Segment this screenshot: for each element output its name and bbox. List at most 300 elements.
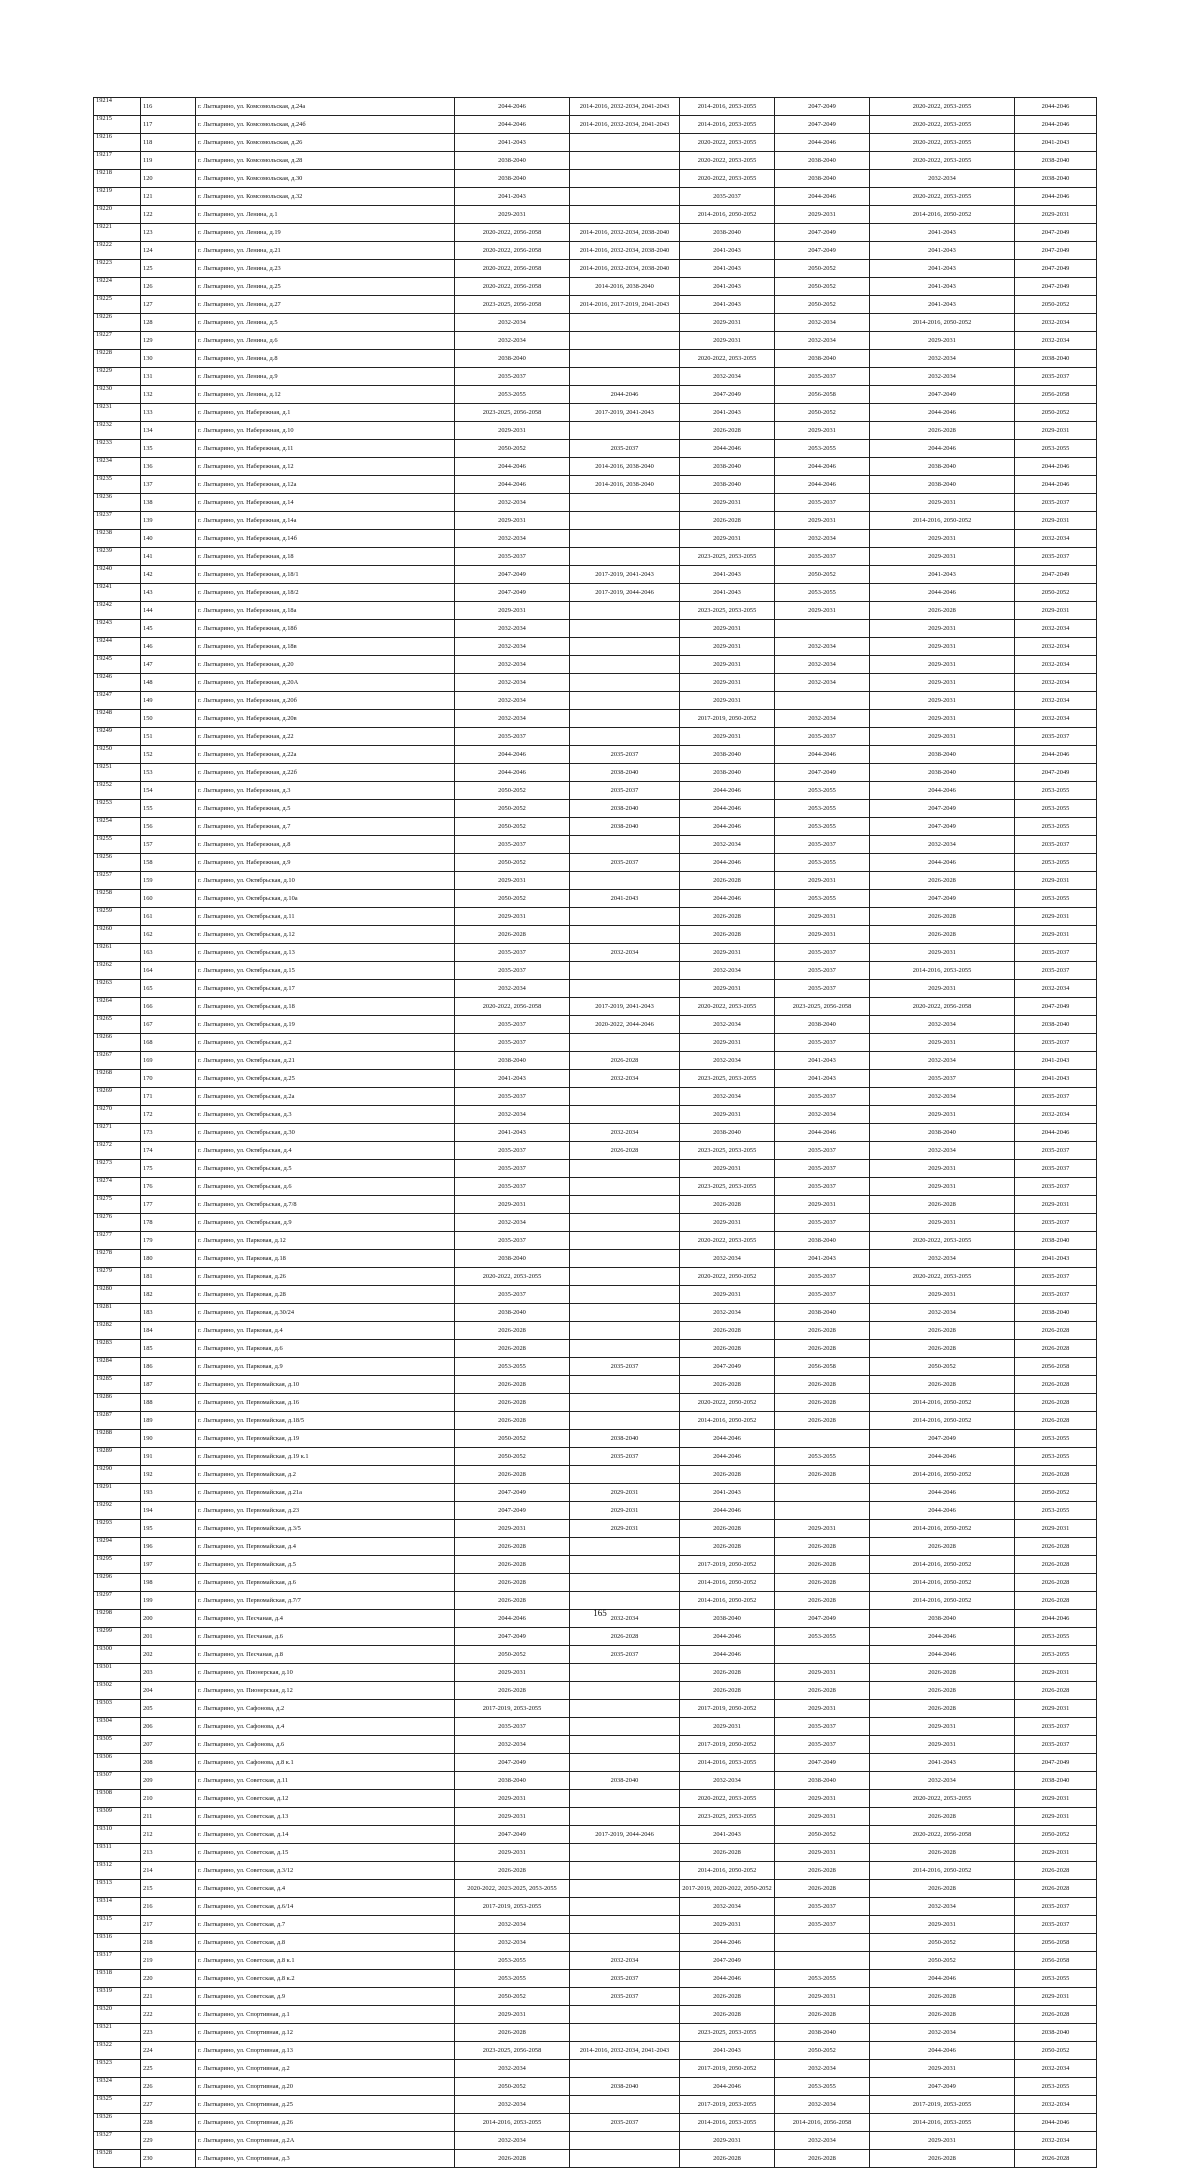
period-cell-6: 2053-2055: [1015, 2078, 1097, 2096]
table-row: [94, 962, 1097, 980]
address-cell: г. Лыткарино, ул. Советская, д.7: [196, 1916, 455, 1934]
period-cell-5: 2032-2034: [870, 1772, 1015, 1790]
address-cell: г. Лыткарино, ул. Советская, д.8 к.2: [196, 1970, 455, 1988]
period-cell-6: 2053-2055: [1015, 782, 1097, 800]
period-cell-5: 2047-2049: [870, 2078, 1015, 2096]
period-cell-6: 2032-2034: [1015, 710, 1097, 728]
period-cell-3: 2014-2016, 2053-2055: [680, 116, 775, 134]
period-cell-5: 2026-2028: [870, 1844, 1015, 1862]
period-cell-6: 2032-2034: [1015, 2060, 1097, 2078]
period-cell-4: 2053-2055: [775, 782, 870, 800]
record-id-cell: 19228: [94, 350, 141, 368]
table-row: [94, 1898, 1097, 1916]
table-row: [94, 2060, 1097, 2078]
period-cell-6: 2035-2037: [1015, 1160, 1097, 1178]
period-cell-1: 2020-2022, 2053-2055: [455, 1268, 570, 1286]
record-id-cell: 19214: [94, 98, 141, 116]
period-cell-4: [775, 1952, 870, 1970]
record-id-cell: 19251: [94, 764, 141, 782]
table-row: [94, 1196, 1097, 1214]
table-row: [94, 1628, 1097, 1646]
table-row: [94, 1952, 1097, 1970]
period-cell-3: 2017-2019, 2050-2052: [680, 710, 775, 728]
period-cell-3: 2023-2025, 2053-2055: [680, 1178, 775, 1196]
row-number-cell: 160: [141, 890, 196, 908]
address-cell: г. Лыткарино, ул. Советская, д.14: [196, 1826, 455, 1844]
period-cell-3: 2044-2046: [680, 1970, 775, 1988]
record-id-cell: 19313: [94, 1880, 141, 1898]
table-row: [94, 1880, 1097, 1898]
record-id-cell: 19257: [94, 872, 141, 890]
address-cell: г. Лыткарино, ул. Комсомольская, д.30: [196, 170, 455, 188]
period-cell-3: 2044-2046: [680, 1448, 775, 1466]
period-cell-5: 2044-2046: [870, 1628, 1015, 1646]
period-cell-3: 2032-2034: [680, 1052, 775, 1070]
table-row: [94, 818, 1097, 836]
row-number-cell: 195: [141, 1520, 196, 1538]
period-cell-5: 2026-2028: [870, 1682, 1015, 1700]
period-cell-6: 2053-2055: [1015, 818, 1097, 836]
address-cell: г. Лыткарино, ул. Набережная, д.18а: [196, 602, 455, 620]
period-cell-1: 2050-2052: [455, 890, 570, 908]
period-cell-4: [775, 620, 870, 638]
table-row: [94, 350, 1097, 368]
period-cell-5: 2047-2049: [870, 890, 1015, 908]
period-cell-1: 2029-2031: [455, 872, 570, 890]
table-row: [94, 1286, 1097, 1304]
row-number-cell: 229: [141, 2132, 196, 2150]
period-cell-6: 2035-2037: [1015, 494, 1097, 512]
period-cell-3: 2023-2025, 2053-2055: [680, 548, 775, 566]
period-cell-2: [570, 422, 680, 440]
period-cell-1: 2032-2034: [455, 620, 570, 638]
period-cell-2: [570, 1844, 680, 1862]
period-cell-1: 2032-2034: [455, 638, 570, 656]
period-cell-6: 2029-2031: [1015, 1700, 1097, 1718]
period-cell-4: 2035-2037: [775, 728, 870, 746]
period-cell-2: [570, 1808, 680, 1826]
row-number-cell: 219: [141, 1952, 196, 1970]
address-cell: г. Лыткарино, ул. Набережная, д.18б: [196, 620, 455, 638]
address-cell: г. Лыткарино, ул. Пионерская, д.10: [196, 1664, 455, 1682]
address-cell: г. Лыткарино, ул. Октябрьская, д.25: [196, 1070, 455, 1088]
period-cell-3: 2026-2028: [680, 2006, 775, 2024]
table-row: [94, 278, 1097, 296]
period-cell-4: 2029-2031: [775, 512, 870, 530]
period-cell-5: 2044-2046: [870, 1502, 1015, 1520]
period-cell-4: 2035-2037: [775, 1178, 870, 1196]
record-id-cell: 19219: [94, 188, 141, 206]
period-cell-2: [570, 1214, 680, 1232]
row-number-cell: 170: [141, 1070, 196, 1088]
period-cell-6: 2026-2028: [1015, 2006, 1097, 2024]
period-cell-4: 2035-2037: [775, 980, 870, 998]
record-id-cell: 19324: [94, 2078, 141, 2096]
period-cell-3: 2041-2043: [680, 260, 775, 278]
period-cell-6: 2047-2049: [1015, 278, 1097, 296]
period-cell-3: 2038-2040: [680, 458, 775, 476]
period-cell-2: 2035-2037: [570, 854, 680, 872]
period-cell-2: [570, 710, 680, 728]
period-cell-4: 2035-2037: [775, 1088, 870, 1106]
record-id-cell: 19248: [94, 710, 141, 728]
period-cell-4: 2041-2043: [775, 1070, 870, 1088]
period-cell-2: 2014-2016, 2038-2040: [570, 458, 680, 476]
period-cell-2: 2014-2016, 2038-2040: [570, 476, 680, 494]
row-number-cell: 155: [141, 800, 196, 818]
record-id-cell: 19275: [94, 1196, 141, 1214]
period-cell-1: 2035-2037: [455, 836, 570, 854]
table-row: [94, 512, 1097, 530]
period-cell-4: 2026-2028: [775, 2006, 870, 2024]
period-cell-2: [570, 692, 680, 710]
page-number: 165: [593, 1608, 607, 1618]
address-cell: г. Лыткарино, ул. Первомайская, д.19: [196, 1430, 455, 1448]
row-number-cell: 226: [141, 2078, 196, 2096]
period-cell-4: 2035-2037: [775, 1286, 870, 1304]
row-number-cell: 182: [141, 1286, 196, 1304]
address-cell: г. Лыткарино, ул. Парковая, д.28: [196, 1286, 455, 1304]
period-cell-4: 2026-2028: [775, 1376, 870, 1394]
record-id-cell: 19239: [94, 548, 141, 566]
period-cell-6: 2032-2034: [1015, 674, 1097, 692]
period-cell-4: 2056-2058: [775, 386, 870, 404]
row-number-cell: 228: [141, 2114, 196, 2132]
period-cell-5: 2044-2046: [870, 1448, 1015, 1466]
period-cell-1: 2035-2037: [455, 1160, 570, 1178]
period-cell-2: [570, 1754, 680, 1772]
period-cell-6: 2053-2055: [1015, 1430, 1097, 1448]
period-cell-5: 2020-2022, 2053-2055: [870, 1268, 1015, 1286]
period-cell-3: 2029-2031: [680, 692, 775, 710]
period-cell-4: 2053-2055: [775, 440, 870, 458]
period-cell-2: [570, 170, 680, 188]
period-cell-2: [570, 314, 680, 332]
period-cell-2: [570, 908, 680, 926]
record-id-cell: 19318: [94, 1970, 141, 1988]
row-number-cell: 154: [141, 782, 196, 800]
table-row: [94, 1430, 1097, 1448]
period-cell-4: 2026-2028: [775, 1862, 870, 1880]
period-cell-2: [570, 1340, 680, 1358]
table-row: [94, 710, 1097, 728]
row-number-cell: 176: [141, 1178, 196, 1196]
period-cell-4: 2047-2049: [775, 98, 870, 116]
period-cell-1: 2053-2055: [455, 1358, 570, 1376]
period-cell-4: 2026-2028: [775, 1322, 870, 1340]
row-number-cell: 174: [141, 1142, 196, 1160]
record-id-cell: 19268: [94, 1070, 141, 1088]
row-number-cell: 126: [141, 278, 196, 296]
table-row: [94, 1502, 1097, 1520]
record-id-cell: 19246: [94, 674, 141, 692]
period-cell-5: 2020-2022, 2053-2055: [870, 1790, 1015, 1808]
period-cell-4: 2053-2055: [775, 1448, 870, 1466]
table-row: [94, 764, 1097, 782]
period-cell-3: 2014-2016, 2050-2052: [680, 1574, 775, 1592]
row-number-cell: 180: [141, 1250, 196, 1268]
address-cell: г. Лыткарино, ул. Сафонова, д.6: [196, 1736, 455, 1754]
period-cell-5: 2020-2022, 2053-2055: [870, 152, 1015, 170]
period-cell-2: 2035-2037: [570, 2114, 680, 2132]
period-cell-3: 2014-2016, 2050-2052: [680, 1592, 775, 1610]
period-cell-3: 2020-2022, 2050-2052: [680, 1394, 775, 1412]
period-cell-3: 2041-2043: [680, 2042, 775, 2060]
record-id-cell: 19218: [94, 170, 141, 188]
period-cell-2: 2032-2034: [570, 1610, 680, 1628]
period-cell-2: 2029-2031: [570, 1520, 680, 1538]
record-id-cell: 19308: [94, 1790, 141, 1808]
period-cell-1: 2029-2031: [455, 908, 570, 926]
row-number-cell: 203: [141, 1664, 196, 1682]
period-cell-4: 2053-2055: [775, 818, 870, 836]
row-number-cell: 161: [141, 908, 196, 926]
address-cell: г. Лыткарино, ул. Комсомольская, д.26: [196, 134, 455, 152]
address-cell: г. Лыткарино, ул. Первомайская, д.7/7: [196, 1592, 455, 1610]
period-cell-3: 2014-2016, 2050-2052: [680, 206, 775, 224]
period-cell-1: 2050-2052: [455, 800, 570, 818]
address-cell: г. Лыткарино, ул. Набережная, д.20в: [196, 710, 455, 728]
period-cell-3: 2044-2046: [680, 2078, 775, 2096]
row-number-cell: 167: [141, 1016, 196, 1034]
period-cell-3: 2026-2028: [680, 926, 775, 944]
row-number-cell: 134: [141, 422, 196, 440]
table-row: [94, 1052, 1097, 1070]
row-number-cell: 189: [141, 1412, 196, 1430]
period-cell-6: 2035-2037: [1015, 1178, 1097, 1196]
period-cell-3: 2026-2028: [680, 1196, 775, 1214]
period-cell-6: 2047-2049: [1015, 224, 1097, 242]
row-number-cell: 168: [141, 1034, 196, 1052]
address-cell: г. Лыткарино, ул. Парковая, д.9: [196, 1358, 455, 1376]
period-cell-6: 2044-2046: [1015, 1610, 1097, 1628]
address-cell: г. Лыткарино, ул. Советская, д.3/12: [196, 1862, 455, 1880]
table-row: [94, 1394, 1097, 1412]
period-cell-3: 2017-2019, 2050-2052: [680, 1736, 775, 1754]
period-cell-1: 2026-2028: [455, 1394, 570, 1412]
period-cell-5: 2044-2046: [870, 2042, 1015, 2060]
row-number-cell: 149: [141, 692, 196, 710]
address-cell: г. Лыткарино, ул. Набережная, д.20А: [196, 674, 455, 692]
period-cell-3: 2026-2028: [680, 1844, 775, 1862]
period-cell-5: 2026-2028: [870, 1322, 1015, 1340]
period-cell-1: 2017-2019, 2053-2055: [455, 1700, 570, 1718]
table-row: [94, 1070, 1097, 1088]
address-cell: г. Лыткарино, ул. Первомайская, д.2: [196, 1466, 455, 1484]
period-cell-4: 2047-2049: [775, 764, 870, 782]
period-cell-5: 2041-2043: [870, 242, 1015, 260]
period-cell-2: [570, 494, 680, 512]
period-cell-4: 2026-2028: [775, 1682, 870, 1700]
period-cell-6: 2035-2037: [1015, 962, 1097, 980]
period-cell-6: 2044-2046: [1015, 2114, 1097, 2132]
row-number-cell: 214: [141, 1862, 196, 1880]
period-cell-3: 2020-2022, 2053-2055: [680, 1790, 775, 1808]
table-row: [94, 692, 1097, 710]
period-cell-5: 2014-2016, 2050-2052: [870, 206, 1015, 224]
address-cell: г. Лыткарино, ул. Спортивная, д.2: [196, 2060, 455, 2078]
period-cell-6: 2047-2049: [1015, 998, 1097, 1016]
record-id-cell: 19290: [94, 1466, 141, 1484]
period-cell-6: 2047-2049: [1015, 1754, 1097, 1772]
period-cell-4: [775, 1502, 870, 1520]
table-row: [94, 890, 1097, 908]
table-row: [94, 656, 1097, 674]
period-cell-2: 2014-2016, 2032-2034, 2041-2043: [570, 116, 680, 134]
address-cell: г. Лыткарино, ул. Набережная, д.22: [196, 728, 455, 746]
record-id-cell: 19230: [94, 386, 141, 404]
period-cell-2: [570, 836, 680, 854]
period-cell-5: 2032-2034: [870, 1016, 1015, 1034]
period-cell-5: 2032-2034: [870, 836, 1015, 854]
address-cell: г. Лыткарино, ул. Пионерская, д.12: [196, 1682, 455, 1700]
period-cell-2: [570, 1916, 680, 1934]
period-cell-5: 2038-2040: [870, 458, 1015, 476]
period-cell-3: 2044-2046: [680, 1430, 775, 1448]
period-cell-2: [570, 656, 680, 674]
period-cell-3: 2044-2046: [680, 890, 775, 908]
period-cell-3: 2029-2031: [680, 620, 775, 638]
period-cell-2: [570, 980, 680, 998]
address-cell: г. Лыткарино, ул. Ленина, д.19: [196, 224, 455, 242]
period-cell-2: [570, 188, 680, 206]
period-cell-1: 2026-2028: [455, 1862, 570, 1880]
period-cell-3: 2029-2031: [680, 1106, 775, 1124]
row-number-cell: 156: [141, 818, 196, 836]
row-number-cell: 157: [141, 836, 196, 854]
address-cell: г. Лыткарино, ул. Парковая, д.26: [196, 1268, 455, 1286]
period-cell-2: [570, 1412, 680, 1430]
period-cell-5: 2020-2022, 2053-2055: [870, 134, 1015, 152]
period-cell-2: 2038-2040: [570, 818, 680, 836]
period-cell-6: 2032-2034: [1015, 692, 1097, 710]
period-cell-4: 2029-2031: [775, 1808, 870, 1826]
period-cell-4: 2044-2046: [775, 746, 870, 764]
address-cell: г. Лыткарино, ул. Первомайская, д.18/5: [196, 1412, 455, 1430]
period-cell-2: [570, 2024, 680, 2042]
table-row: [94, 926, 1097, 944]
period-cell-3: 2038-2040: [680, 746, 775, 764]
period-cell-2: [570, 2150, 680, 2168]
period-cell-6: 2044-2046: [1015, 458, 1097, 476]
record-id-cell: 19237: [94, 512, 141, 530]
period-cell-3: 2026-2028: [680, 422, 775, 440]
period-cell-5: 2014-2016, 2050-2052: [870, 1862, 1015, 1880]
row-number-cell: 138: [141, 494, 196, 512]
period-cell-3: 2041-2043: [680, 242, 775, 260]
period-cell-4: 2026-2028: [775, 1538, 870, 1556]
period-cell-1: 2041-2043: [455, 188, 570, 206]
period-cell-5: 2050-2052: [870, 1952, 1015, 1970]
period-cell-2: [570, 548, 680, 566]
period-cell-5: 2047-2049: [870, 818, 1015, 836]
period-cell-5: 2029-2031: [870, 548, 1015, 566]
table-row: [94, 1268, 1097, 1286]
period-cell-3: 2044-2046: [680, 1628, 775, 1646]
table-row: [94, 2114, 1097, 2132]
table-row: [94, 1358, 1097, 1376]
address-cell: г. Лыткарино, ул. Набережная, д.14: [196, 494, 455, 512]
period-cell-5: 2038-2040: [870, 764, 1015, 782]
period-cell-2: 2035-2037: [570, 1358, 680, 1376]
address-cell: г. Лыткарино, ул. Октябрьская, д.18: [196, 998, 455, 1016]
row-number-cell: 143: [141, 584, 196, 602]
period-cell-2: [570, 1880, 680, 1898]
address-cell: г. Лыткарино, ул. Парковая, д.6: [196, 1340, 455, 1358]
period-cell-1: 2050-2052: [455, 440, 570, 458]
address-cell: г. Лыткарино, ул. Советская, д.9: [196, 1988, 455, 2006]
period-cell-2: [570, 1934, 680, 1952]
period-cell-1: 2044-2046: [455, 458, 570, 476]
period-cell-6: 2041-2043: [1015, 134, 1097, 152]
address-cell: г. Лыткарино, ул. Набережная, д.9: [196, 854, 455, 872]
period-cell-2: 2017-2019, 2041-2043: [570, 566, 680, 584]
period-cell-6: 2032-2034: [1015, 656, 1097, 674]
table-row: [94, 998, 1097, 1016]
period-cell-6: 2032-2034: [1015, 638, 1097, 656]
table-row: [94, 170, 1097, 188]
address-cell: г. Лыткарино, ул. Октябрьская, д.12: [196, 926, 455, 944]
period-cell-3: 2044-2046: [680, 1502, 775, 1520]
table-row: [94, 368, 1097, 386]
period-cell-1: 2035-2037: [455, 1178, 570, 1196]
period-cell-5: 2038-2040: [870, 1610, 1015, 1628]
period-cell-5: 2032-2034: [870, 1304, 1015, 1322]
period-cell-6: 2026-2028: [1015, 1340, 1097, 1358]
record-id-cell: 19285: [94, 1376, 141, 1394]
period-cell-6: 2044-2046: [1015, 1124, 1097, 1142]
period-cell-1: 2035-2037: [455, 1286, 570, 1304]
address-cell: г. Лыткарино, ул. Советская, д.12: [196, 1790, 455, 1808]
row-number-cell: 185: [141, 1340, 196, 1358]
table-row: [94, 1088, 1097, 1106]
period-cell-3: 2020-2022, 2053-2055: [680, 1232, 775, 1250]
period-cell-4: 2032-2034: [775, 638, 870, 656]
period-cell-1: 2026-2028: [455, 1556, 570, 1574]
period-cell-5: 2026-2028: [870, 908, 1015, 926]
period-cell-3: 2044-2046: [680, 854, 775, 872]
period-cell-3: 2029-2031: [680, 1214, 775, 1232]
row-number-cell: 222: [141, 2006, 196, 2024]
row-number-cell: 123: [141, 224, 196, 242]
address-cell: г. Лыткарино, ул. Набережная, д.10: [196, 422, 455, 440]
period-cell-6: 2056-2058: [1015, 1358, 1097, 1376]
period-cell-5: 2032-2034: [870, 368, 1015, 386]
period-cell-6: 2026-2028: [1015, 1556, 1097, 1574]
period-cell-4: 2029-2031: [775, 1844, 870, 1862]
period-cell-4: 2053-2055: [775, 1628, 870, 1646]
record-id-cell: 19297: [94, 1592, 141, 1610]
period-cell-2: 2017-2019, 2041-2043: [570, 998, 680, 1016]
address-cell: г. Лыткарино, ул. Сафонова, д.4: [196, 1718, 455, 1736]
period-cell-5: 2032-2034: [870, 170, 1015, 188]
period-cell-5: 2041-2043: [870, 260, 1015, 278]
period-cell-3: 2020-2022, 2053-2055: [680, 152, 775, 170]
period-cell-1: 2053-2055: [455, 1970, 570, 1988]
row-number-cell: 128: [141, 314, 196, 332]
period-cell-4: 2029-2031: [775, 1520, 870, 1538]
period-cell-1: 2029-2031: [455, 512, 570, 530]
period-cell-1: 2038-2040: [455, 1250, 570, 1268]
record-id-cell: 19277: [94, 1232, 141, 1250]
period-cell-1: 2044-2046: [455, 476, 570, 494]
period-cell-3: 2020-2022, 2050-2052: [680, 1268, 775, 1286]
table-row: [94, 98, 1097, 116]
record-id-cell: 19303: [94, 1700, 141, 1718]
table-row: [94, 872, 1097, 890]
row-number-cell: 159: [141, 872, 196, 890]
period-cell-4: 2026-2028: [775, 1592, 870, 1610]
